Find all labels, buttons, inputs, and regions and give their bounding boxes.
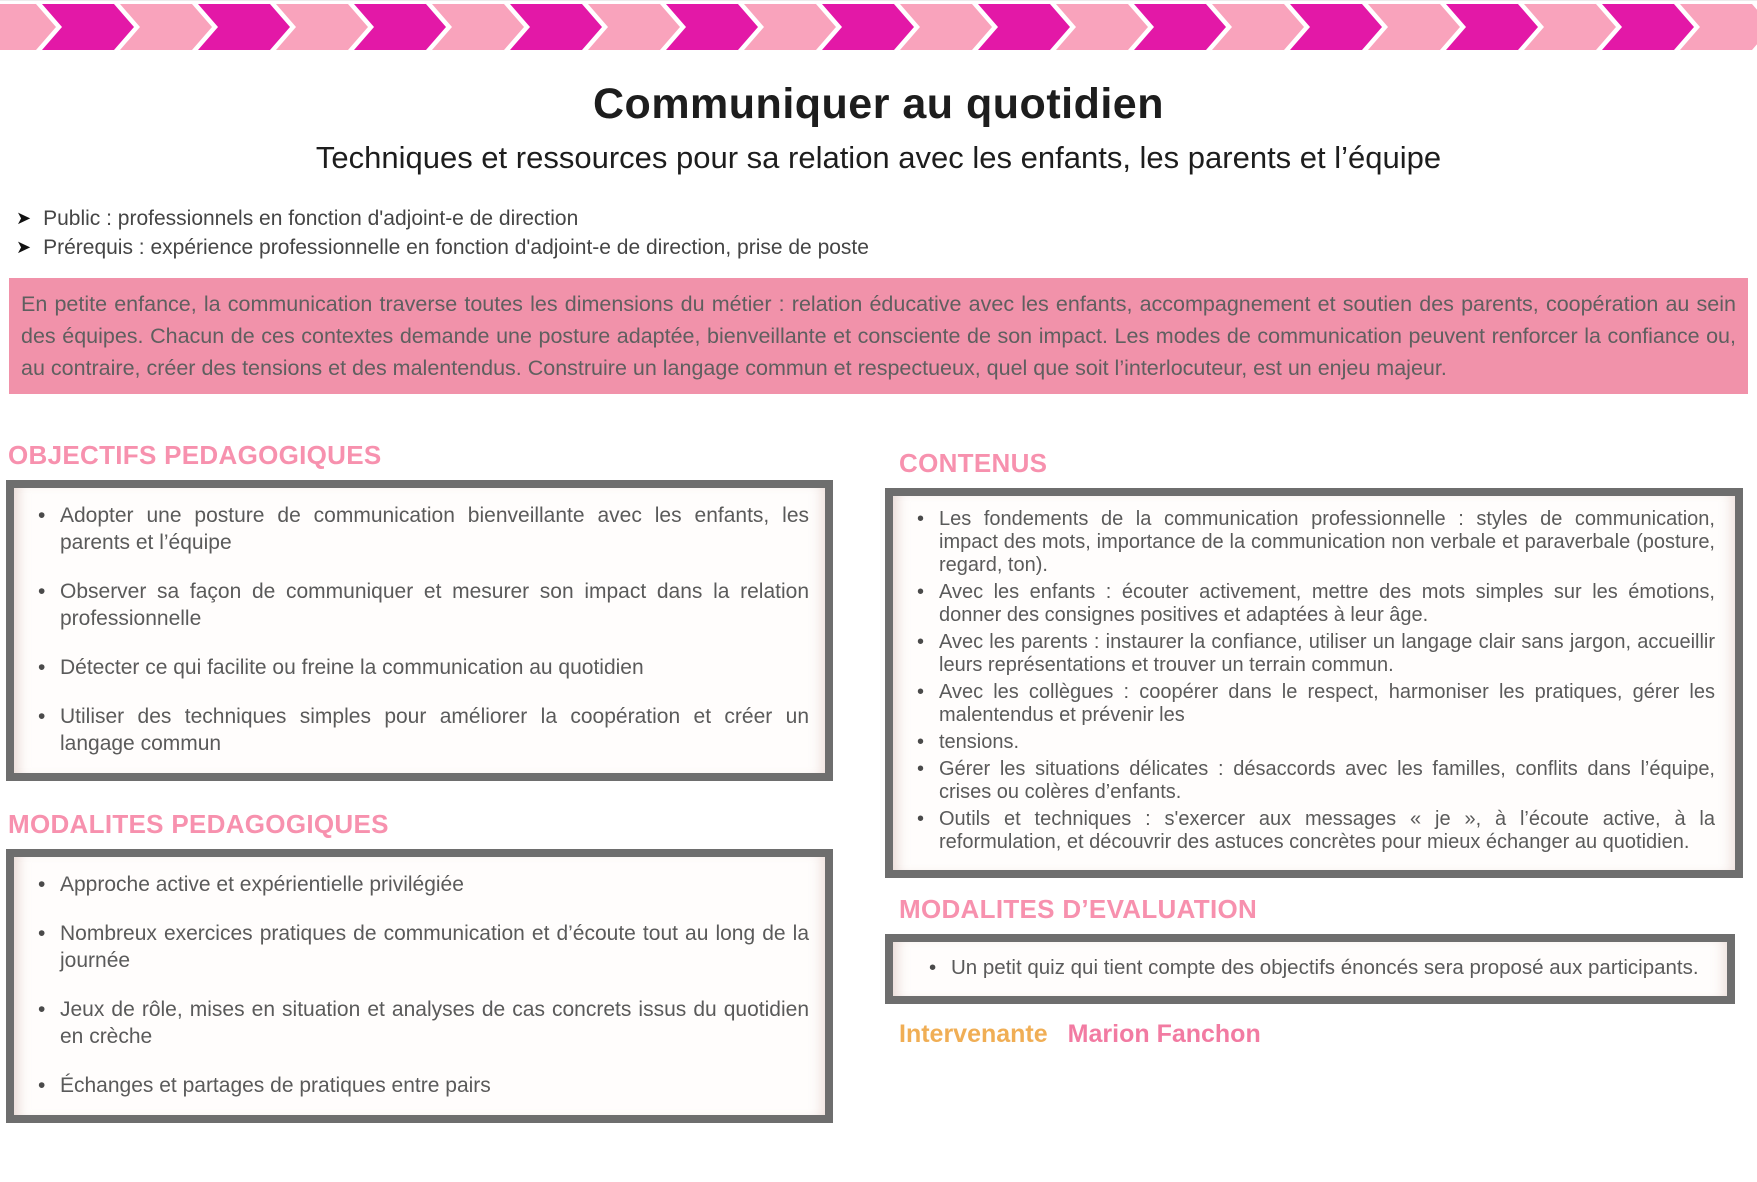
audience-item-label: Prérequis : expérience professionnelle en fonction d'adjoint-e de direction, prise de poste [43, 236, 869, 259]
chevron-banner [0, 0, 1757, 50]
list-item: • Avec les collègues : coopérer dans le respect, harmoniser les pratiques, gérer les malentendus et prévenir les [907, 681, 1715, 727]
list-item: • tensions. [907, 731, 1715, 754]
list-item: • Approche active et expérientielle privilégiée [28, 871, 809, 898]
audience-item-prerequis [16, 233, 1757, 262]
contenus-panel [885, 488, 1743, 878]
list-item: • Outils et techniques : s'exercer aux messages « je », à l’écoute active, à la reformulation, et découvrir des astuces concrètes pour mieux échanger au quotidien. [907, 808, 1715, 854]
modalites-list [28, 871, 809, 1099]
objectifs-panel [6, 480, 833, 781]
list-item: • Gérer les situations délicates : désaccords avec les familles, conflits dans l’équipe, crises ou colères d’enfants. [907, 758, 1715, 804]
modalites-panel [6, 849, 833, 1123]
audience-list [16, 204, 1757, 262]
contenus-list [907, 508, 1715, 854]
left-column [6, 440, 833, 1123]
intro-highlight: En petite enfance, la communication traverse toutes les dimensions du métier : relation éducative avec les enfants, accompagnement et soutien des parents, coopération au sein des équipes. Chacun de ces contextes demande une posture adaptée, bienveillante et consciente de son impact. Les modes de communication peuvent renforcer la confiance ou, au contraire, créer des tensions et des malentendus. Construire un langage commun et respectueux, quel que soit l’interlocuteur, est un enjeu majeur. [9, 278, 1748, 394]
audience-item-label: Public : professionnels en fonction d'adjoint-e de direction [43, 207, 579, 230]
audience-item-public [16, 204, 1757, 233]
section-heading-modalites: MODALITES PEDAGOGIQUES [8, 809, 389, 839]
evaluation-list [919, 954, 1707, 982]
page-subtitle: Techniques et ressources pour sa relation avec les enfants, les parents et l’équipe [315, 140, 1442, 175]
content-columns [6, 440, 1743, 1123]
chevron-icon [0, 4, 56, 50]
list-item: • Observer sa façon de communiquer et mesurer son impact dans la relation professionnelle [28, 578, 809, 632]
list-item: • Les fondements de la communication professionnelle : styles de communication, impact des mots, importance de la communication non verbale et paraverbale (posture, regard, ton). [907, 508, 1715, 577]
list-item: • Utiliser des techniques simples pour améliorer la coopération et créer un langage commun [28, 703, 809, 757]
right-column [885, 440, 1743, 1049]
objectifs-list [28, 502, 809, 757]
evaluation-panel [885, 934, 1735, 1004]
list-item: • Jeux de rôle, mises en situation et analyses de cas concrets issus du quotidien en crèche [28, 996, 809, 1050]
list-item: • Un petit quiz qui tient compte des objectifs énoncés sera proposé aux participants. [919, 954, 1707, 982]
list-item: • Échanges et partages de pratiques entre pairs [28, 1072, 809, 1099]
intervenante-label: Intervenante [899, 1020, 1048, 1048]
chevron-row [0, 4, 1757, 50]
section-heading-objectifs: OBJECTIFS PEDAGOGIQUES [8, 440, 382, 470]
list-item: • Avec les parents : instaurer la confiance, utiliser un langage clair sans jargon, accueillir leurs représentations et trouver un terrain commun. [907, 631, 1715, 677]
list-item: • Adopter une posture de communication bienveillante avec les enfants, les parents et l’équipe [28, 502, 809, 556]
page-title: Communiquer au quotidien [593, 80, 1164, 128]
intervenante-name: Marion Fanchon [1067, 1020, 1261, 1048]
arrow-right-icon: ➤ [16, 208, 32, 228]
list-item: • Détecter ce qui facilite ou freine la communication au quotidien [28, 654, 809, 681]
section-heading-contenus: CONTENUS [899, 448, 1048, 478]
intervenante-row [899, 1020, 1743, 1049]
list-item: • Nombreux exercices pratiques de communication et d’écoute tout au long de la journée [28, 920, 809, 974]
section-heading-evaluation: MODALITES D’EVALUATION [899, 894, 1258, 924]
arrow-right-icon: ➤ [16, 237, 32, 257]
list-item: • Avec les enfants : écouter activement, mettre des mots simples sur les émotions, donner des consignes positives et adaptées à leur âge. [907, 581, 1715, 627]
